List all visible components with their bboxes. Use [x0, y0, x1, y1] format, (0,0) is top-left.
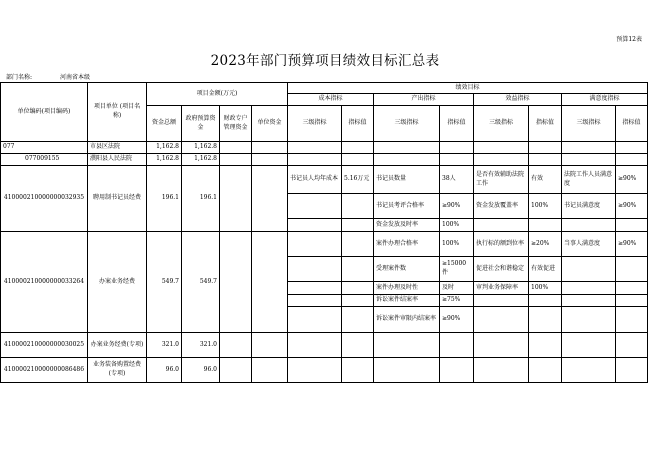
benefit-value: 100%	[529, 282, 562, 295]
benefit-value: ≥20%	[529, 232, 562, 257]
output-value: 100%	[440, 219, 474, 232]
cost-value: 5.16万元	[342, 166, 374, 194]
table-row	[1, 166, 648, 194]
satisfaction-indicator: 当事人满意度	[562, 232, 616, 257]
unit-name: 濮阳县人民法院	[88, 154, 147, 166]
department-label: 部门名称:	[6, 74, 33, 81]
header-level3: 三级指标	[562, 106, 616, 142]
output-indicator: 案件办理及时性	[374, 282, 440, 295]
output-value: ≥90%	[440, 307, 474, 333]
header-unit-funds: 单位资金	[252, 106, 288, 142]
department-value: 河南省本级	[60, 74, 91, 81]
total-amount: 549.7	[147, 232, 182, 333]
project-name: 业务装备购置经费(专项)	[88, 358, 147, 383]
gov-amount: 321.0	[182, 333, 220, 358]
satisfaction-value: ≥90%	[616, 194, 648, 219]
output-indicator: 案件办理合格率	[374, 232, 440, 257]
output-value: 38人	[440, 166, 474, 194]
output-value: 100%	[440, 232, 474, 257]
output-indicator: 资金发放及时率	[374, 219, 440, 232]
benefit-indicator: 是否有效辅助法院工作	[474, 166, 529, 194]
header-value: 指标值	[440, 106, 474, 142]
gov-amount: 196.1	[182, 166, 220, 232]
benefit-indicator: 执行标的额到位率	[474, 232, 529, 257]
header-fiscal-special: 财政专户管理资金	[220, 106, 252, 142]
satisfaction-indicator: 法院工作人员满意度	[562, 166, 616, 194]
benefit-value: 有效促进	[529, 257, 562, 282]
benefit-indicator: 资金发放覆盖率	[474, 194, 529, 219]
total-amount: 1,162.8	[147, 154, 182, 166]
output-indicator: 书记员数量	[374, 166, 440, 194]
header-amount: 项目金额(万元)	[147, 83, 288, 106]
satisfaction-value: ≥90%	[616, 166, 648, 194]
header-value: 指标值	[616, 106, 648, 142]
project-code: 410000210000000030025	[1, 333, 88, 358]
table-row	[1, 142, 648, 154]
header-level3: 三级指标	[288, 106, 342, 142]
header-value: 指标值	[342, 106, 374, 142]
output-indicator: 受理案件数	[374, 257, 440, 282]
output-value: ≥15000件	[440, 257, 474, 282]
benefit-value: 有效	[529, 166, 562, 194]
header-value: 指标值	[529, 106, 562, 142]
benefit-indicator: 审判业务保障率	[474, 282, 529, 295]
output-indicator: 书记员考评合格率	[374, 194, 440, 219]
header-cost: 成本指标	[288, 94, 374, 106]
header-satisfaction: 满意度指标	[562, 94, 648, 106]
benefit-indicator: 促进社会和谐稳定	[474, 257, 529, 282]
satisfaction-value: ≥90%	[616, 232, 648, 257]
output-value: ≥75%	[440, 295, 474, 307]
project-name: 聘用制书记员经费	[88, 166, 147, 232]
cost-indicator: 书记员人均年成本	[288, 166, 342, 194]
total-amount: 196.1	[147, 166, 182, 232]
project-code: 410000210000000032935	[1, 166, 88, 232]
header-performance: 绩效目标	[288, 83, 648, 94]
gov-amount: 549.7	[182, 232, 220, 333]
header-project-unit: 项目单位 (项目名称)	[88, 83, 147, 142]
benefit-value: 100%	[529, 194, 562, 219]
unit-name: 市县区法院	[88, 142, 147, 154]
table-row	[1, 333, 648, 358]
output-indicator: 诉讼案件审限内结案率	[374, 307, 440, 333]
total-amount: 1,162.8	[147, 142, 182, 154]
department-line	[6, 72, 90, 81]
output-indicator: 诉讼案件结案率	[374, 295, 440, 307]
project-name: 办案业务经费(专项)	[88, 333, 147, 358]
performance-table	[0, 82, 648, 383]
total-amount: 321.0	[147, 333, 182, 358]
satisfaction-indicator: 书记员满意度	[562, 194, 616, 219]
gov-amount: 96.0	[182, 358, 220, 383]
header-level3: 三级指标	[374, 106, 440, 142]
page-reference: 预算12表	[616, 36, 642, 43]
header-benefit: 效益指标	[474, 94, 562, 106]
header-output: 产出指标	[374, 94, 474, 106]
table-row	[1, 154, 648, 166]
output-value: 及时	[440, 282, 474, 295]
header-unit-code: 单位编码(项目编码)	[1, 83, 88, 142]
project-name: 办案业务经费	[88, 232, 147, 333]
header-gov-budget: 政府预算资金	[182, 106, 220, 142]
project-code: 410000210000000033264	[1, 232, 88, 333]
unit-code: 077009155	[1, 154, 88, 166]
output-value: ≥90%	[440, 194, 474, 219]
header-total: 资金总额	[147, 106, 182, 142]
table-row	[1, 232, 648, 257]
unit-code: 077	[1, 142, 88, 154]
total-amount: 96.0	[147, 358, 182, 383]
page-title: 2023年部门预算项目绩效目标汇总表	[210, 53, 440, 69]
table-row	[1, 358, 648, 383]
gov-amount: 1,162.8	[182, 142, 220, 154]
header-level3: 三级指标	[474, 106, 529, 142]
project-code: 410000210000000086486	[1, 358, 88, 383]
gov-amount: 1,162.8	[182, 154, 220, 166]
